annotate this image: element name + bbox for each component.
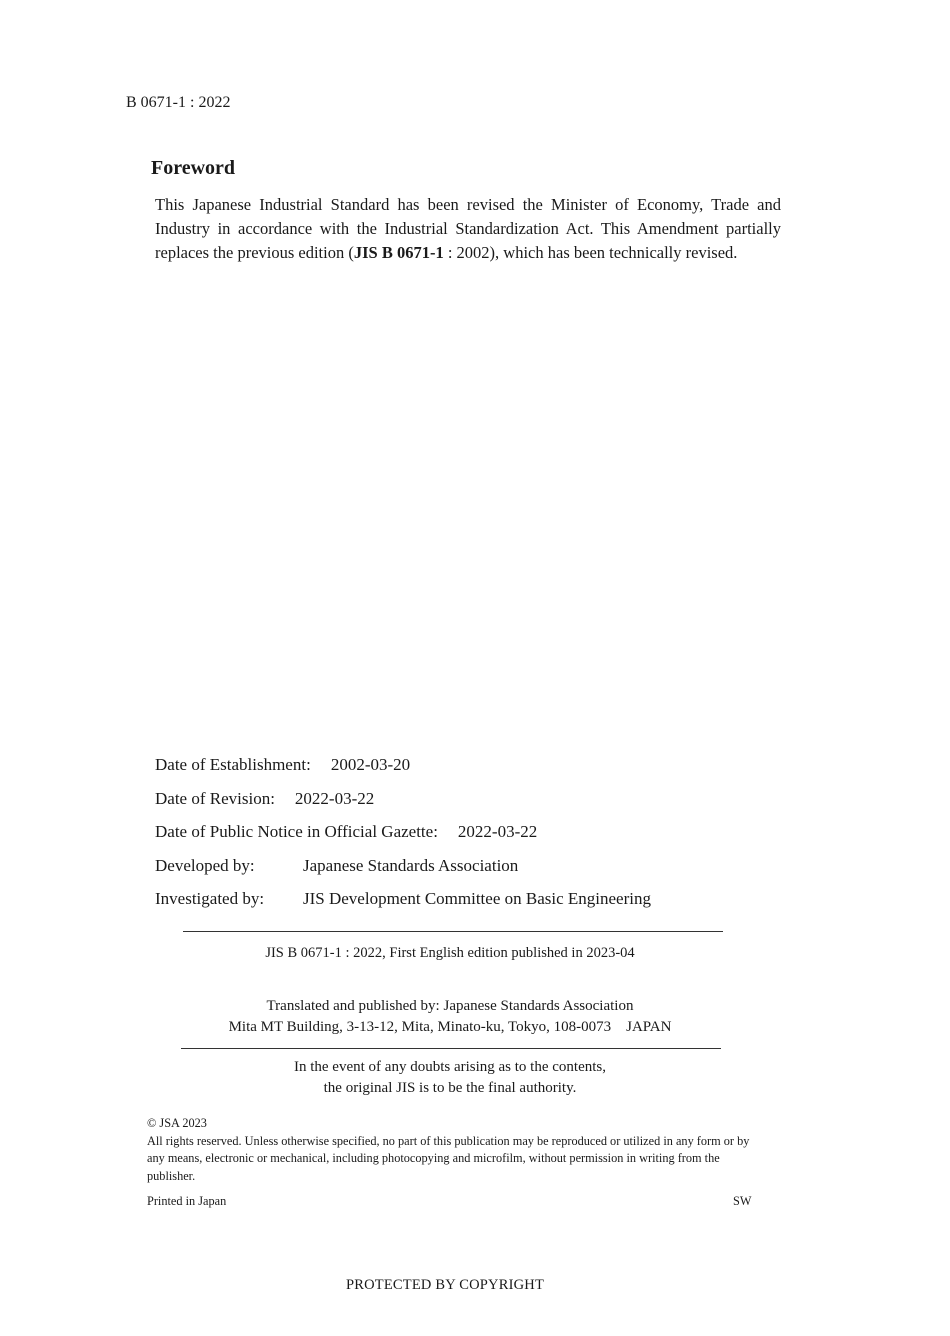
print-code: SW (733, 1194, 752, 1208)
standard-reference: JIS B 0671-1 (353, 243, 444, 262)
copyright-holder: © JSA 2023 (147, 1116, 207, 1130)
date-value: 2022-03-22 (457, 822, 538, 841)
copyright-notice: All rights reserved. Unless otherwise specified, no part of this publication may be reproduced or utilized in any form or by any means, electronic or mechanical, including photocopying and microfilm, without permission in writing from the publisher. (147, 1133, 750, 1183)
date-value: 2002-03-20 (330, 755, 411, 774)
date-value: JIS Development Committee on Basic Engineering (303, 889, 651, 908)
authority-line: In the event of any doubts arising as to the contents, (293, 1059, 606, 1075)
date-label: Date of Public Notice in Official Gazette: (155, 822, 438, 841)
date-row-investigated (155, 888, 805, 922)
date-label: Developed by: (155, 855, 255, 875)
date-list (155, 754, 805, 922)
protected-footer: PROTECTED BY COPYRIGHT (345, 1277, 544, 1293)
date-row-revision (155, 788, 805, 822)
divider-bottom (181, 1048, 721, 1049)
date-value: Japanese Standards Association (303, 855, 519, 875)
publisher-address: Mita MT Building, 3-13-12, Mita, Minato-ku, Tokyo, 108-0073 JAPAN (228, 1019, 672, 1035)
date-row-establishment (155, 754, 805, 788)
authority-line: the original JIS is to be the final authority. (323, 1080, 577, 1096)
foreword-text-part2: : 2002), which has been technically revised. (443, 243, 738, 262)
date-row-gazette (155, 821, 805, 855)
foreword-heading: Foreword (151, 157, 236, 179)
date-label: Investigated by: (155, 889, 265, 908)
edition-line: JIS B 0671-1 : 2022, First English edition published in 2023-04 (265, 945, 635, 961)
foreword-paragraph (155, 193, 781, 265)
date-label: Date of Establishment: (155, 755, 311, 774)
authority-note (150, 1057, 750, 1099)
document-code: B 0671-1 : 2022 (126, 94, 231, 111)
foreword-text-part1: This Japanese Industrial Standard has been revised the Minister of Economy, Trade and Industry in accordance with the Industrial Standardization Act. This Amendment partially replaces the previous edition ( (155, 195, 781, 262)
date-row-developed (155, 855, 805, 889)
publisher-line: Translated and published by: Japanese Standards Association (266, 998, 634, 1014)
copyright-block (147, 1115, 757, 1185)
printed-in: Printed in Japan (147, 1194, 227, 1208)
publisher-block (150, 996, 750, 1038)
date-label: Date of Revision: (155, 788, 275, 808)
divider-top (183, 931, 723, 932)
date-value: 2022-03-22 (294, 788, 375, 808)
